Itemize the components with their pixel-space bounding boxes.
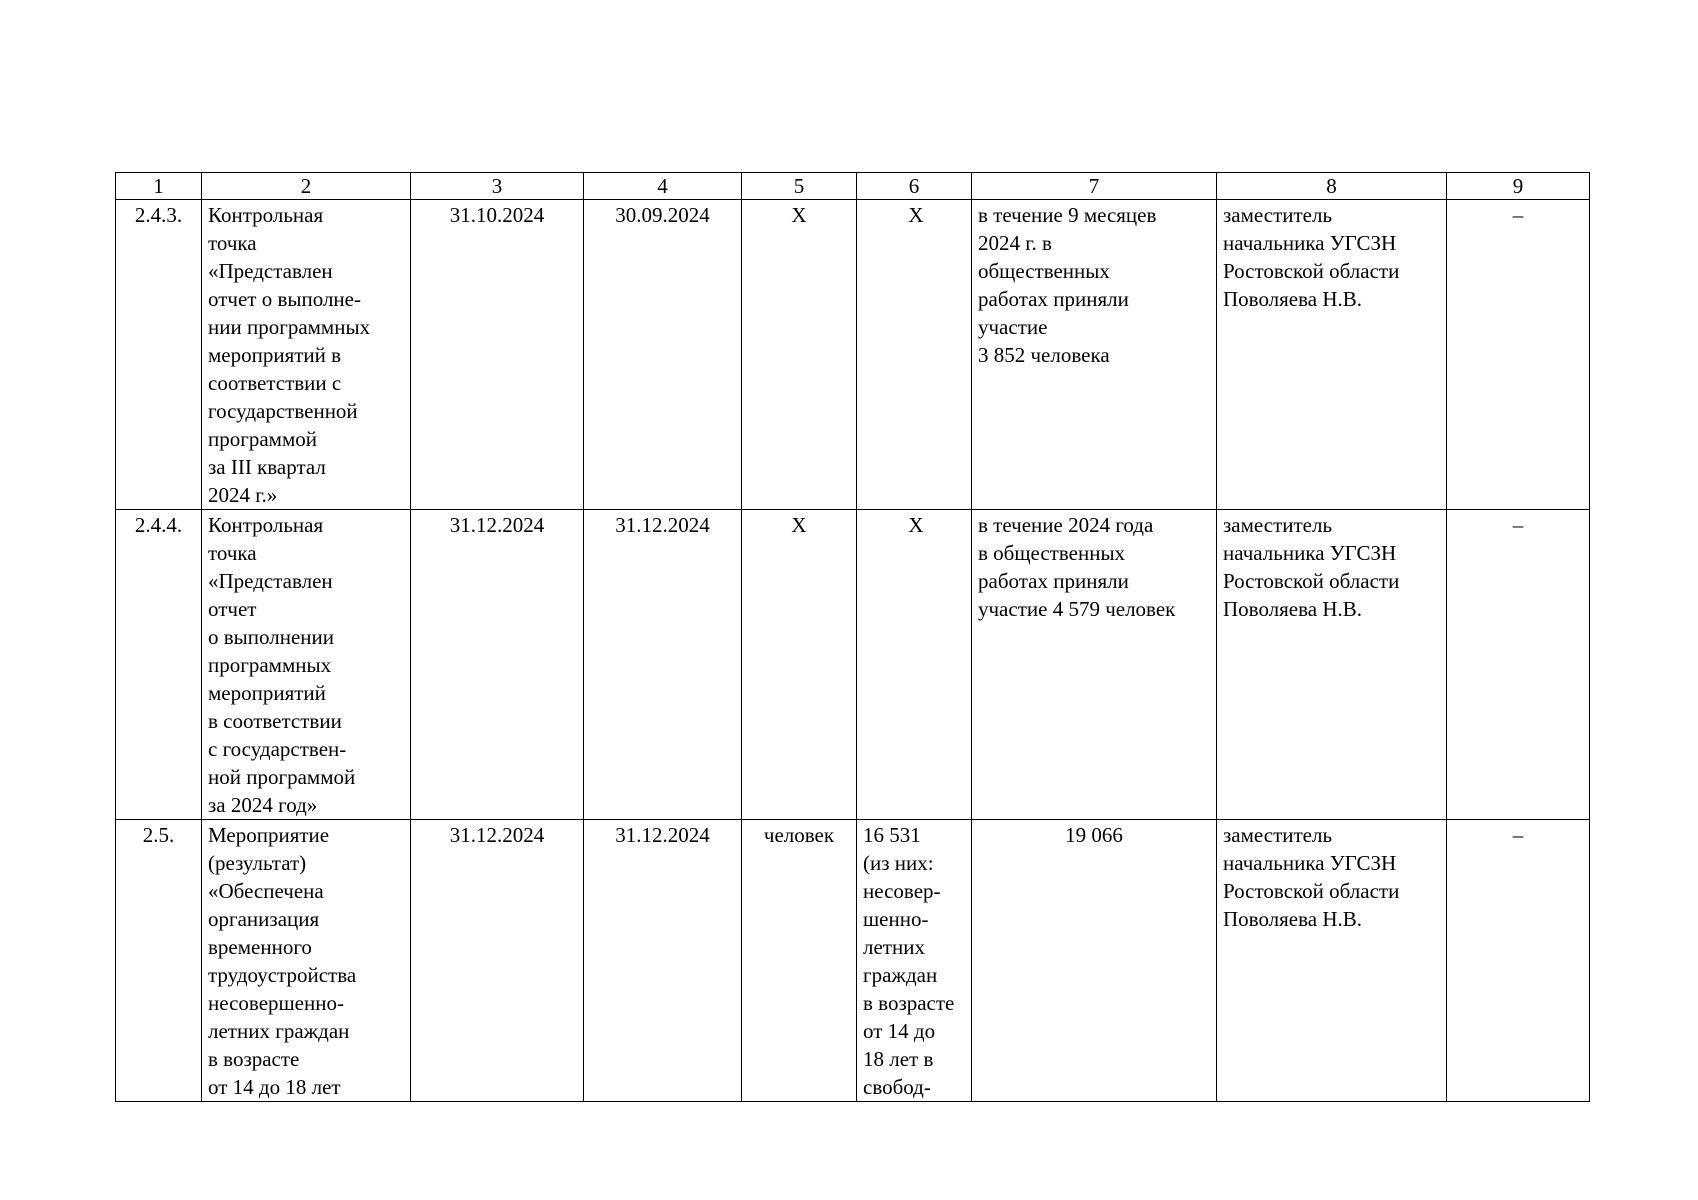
row-name: Контрольная точка «Представлен отчет о выполне- нии программных мероприятий в соответствии с государственной программой за III квартал 2024 г.»	[202, 200, 411, 510]
note: –	[1447, 200, 1590, 510]
actual-value: 19 066	[972, 820, 1217, 1102]
note: –	[1447, 820, 1590, 1102]
actual-date: 30.09.2024	[584, 200, 742, 510]
column-number-2: 2	[202, 173, 411, 200]
actual-date: 31.12.2024	[584, 820, 742, 1102]
report-table	[115, 172, 1590, 1102]
column-number-3: 3	[411, 173, 584, 200]
row-number: 2.4.3.	[116, 200, 202, 510]
actual-date: 31.12.2024	[584, 510, 742, 820]
unit: человек	[742, 820, 857, 1102]
planned-date: 31.12.2024	[411, 820, 584, 1102]
row-number: 2.5.	[116, 820, 202, 1102]
column-number-6: 6	[857, 173, 972, 200]
responsible: заместитель начальника УГСЗН Ростовской области Поволяева Н.В.	[1217, 510, 1447, 820]
column-number-8: 8	[1217, 173, 1447, 200]
unit: X	[742, 510, 857, 820]
column-number-4: 4	[584, 173, 742, 200]
column-number-5: 5	[742, 173, 857, 200]
note: –	[1447, 510, 1590, 820]
plan-value: X	[857, 200, 972, 510]
row-name: Контрольная точка «Представлен отчет о выполнении программных мероприятий в соответствии с государствен- ной программой за 2024 год»	[202, 510, 411, 820]
row-name: Мероприятие (результат) «Обеспечена организация временного трудоустройства несовершенно- летних граждан в возрасте от 14 до 18 лет	[202, 820, 411, 1102]
column-number-row	[116, 173, 1590, 200]
actual-value: в течение 9 месяцев 2024 г. в общественных работах приняли участие 3 852 человека	[972, 200, 1217, 510]
planned-date: 31.10.2024	[411, 200, 584, 510]
column-number-7: 7	[972, 173, 1217, 200]
responsible: заместитель начальника УГСЗН Ростовской области Поволяева Н.В.	[1217, 200, 1447, 510]
planned-date: 31.12.2024	[411, 510, 584, 820]
row-number: 2.4.4.	[116, 510, 202, 820]
responsible: заместитель начальника УГСЗН Ростовской области Поволяева Н.В.	[1217, 820, 1447, 1102]
table-row	[116, 510, 1590, 820]
column-number-9: 9	[1447, 173, 1590, 200]
plan-value: X	[857, 510, 972, 820]
unit: X	[742, 200, 857, 510]
table-row	[116, 200, 1590, 510]
table-row	[116, 820, 1590, 1102]
plan-value: 16 531 (из них: несовер- шенно- летних граждан в возрасте от 14 до 18 лет в свобод-	[857, 820, 972, 1102]
actual-value: в течение 2024 года в общественных работах приняли участие 4 579 человек	[972, 510, 1217, 820]
column-number-1: 1	[116, 173, 202, 200]
